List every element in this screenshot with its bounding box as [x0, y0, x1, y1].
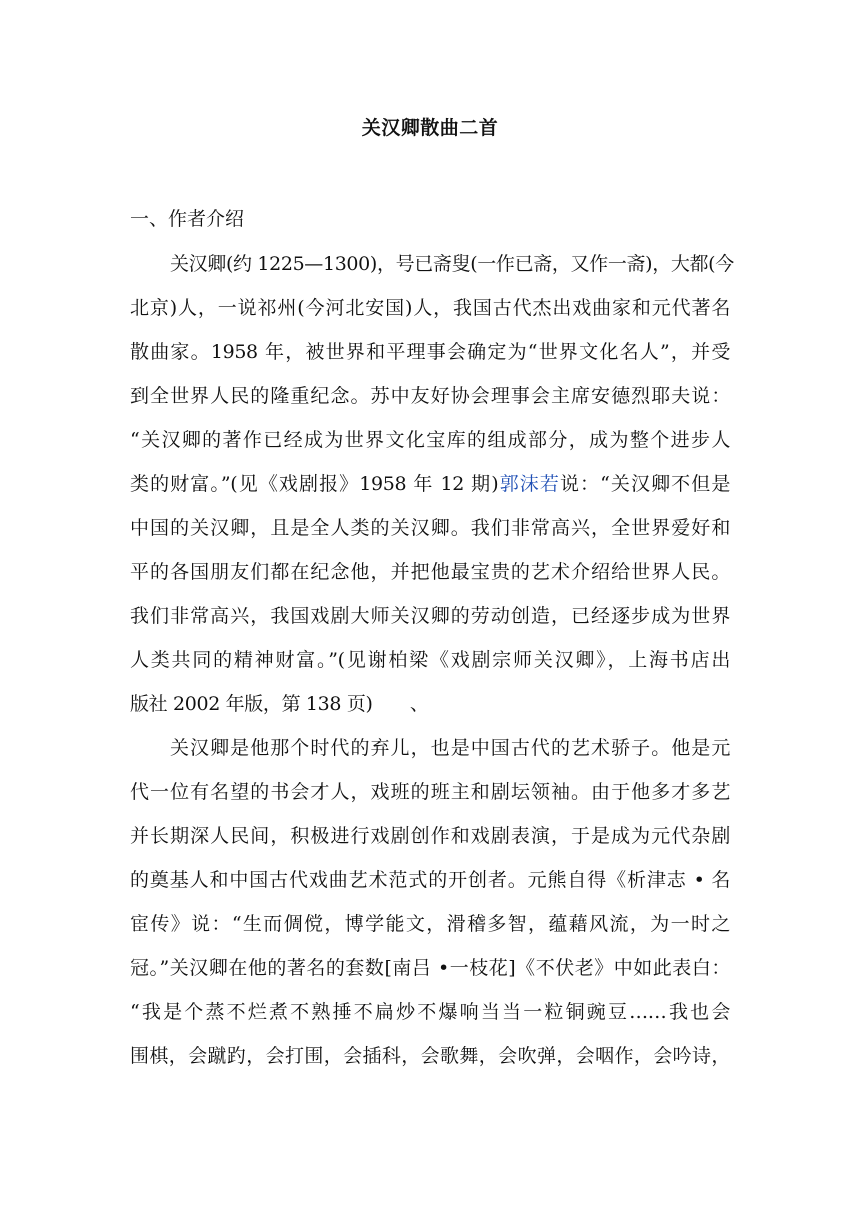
paragraph-line: 到全世界人民的隆重纪念。苏中友好协会理事会主席安德烈耶夫说：: [130, 385, 730, 407]
line-text: 类的财富。”(见《戏剧报》1958 年 12 期): [130, 473, 499, 495]
paragraph-line: 版社 2002 年版，第 138 页) 、: [130, 693, 429, 715]
paragraph-line: 的奠基人和中国古代戏曲艺术范式的开创者。元熊自得《析津志 • 名: [130, 869, 730, 891]
paragraph-line: 我们非常高兴，我国戏剧大师关汉卿的劳动创造，已经逐步成为世界: [130, 605, 730, 627]
paragraph-line: 关汉卿(约 1225—1300)，号已斋叟(一作已斋，又作一斋)，大都(今: [170, 253, 734, 275]
paragraph-line: 中国的关汉卿，且是全人类的关汉卿。我们非常高兴，全世界爱好和: [130, 517, 730, 539]
paragraph-line-with-link: [130, 471, 730, 497]
paragraph-line: 散曲家。1958 年，被世界和平理事会确定为“世界文化名人”，并受: [130, 341, 730, 363]
line-text: 说：“关汉卿不但是: [559, 473, 730, 495]
paragraph-line: 围棋，会蹴趵，会打围，会插科，会歌舞，会吹弹，会咽作，会吟诗，: [130, 1045, 730, 1067]
paragraph-line: 冠。”关汉卿在他的著名的套数[南吕 •一枝花]《不伏老》中如此表白：: [130, 957, 730, 979]
document-title: 关汉卿散曲二首: [361, 117, 499, 139]
guo-moruo-link[interactable]: 郭沫若: [498, 473, 560, 495]
paragraph-line: 平的各国朋友们都在纪念他，并把他最宝贵的艺术介绍给世界人民。: [130, 561, 730, 583]
section-heading: 一、作者介绍: [130, 208, 245, 230]
paragraph-line: “关汉卿的著作已经成为世界文化宝库的组成部分，成为整个进步人: [130, 429, 730, 451]
paragraph-line: “我是个蒸不烂煮不熟捶不扁炒不爆响当当一粒铜豌豆……我也会: [130, 1001, 730, 1023]
paragraph-line: 并长期深人民间，积极进行戏剧创作和戏剧表演，于是成为元代杂剧: [130, 825, 730, 847]
paragraph-line: 代一位有名望的书会才人，戏班的班主和剧坛领袖。由于他多才多艺: [130, 781, 730, 803]
paragraph-line: 人类共同的精神财富。”(见谢柏梁《戏剧宗师关汉卿》，上海书店出: [130, 649, 730, 671]
paragraph-line: 关汉卿是他那个时代的弃儿，也是中国古代的艺术骄子。他是元: [170, 737, 730, 759]
paragraph-line: 北京)人，一说祁州(今河北安国)人，我国古代杰出戏曲家和元代著名: [130, 297, 730, 319]
paragraph-line: 宦传》说：“生而倜傥，博学能文，滑稽多智，蕴藉风流，为一时之: [130, 913, 730, 935]
